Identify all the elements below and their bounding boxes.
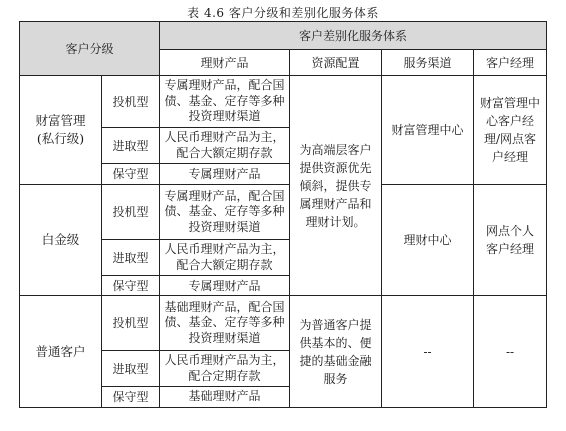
shared-resource-allocation: 为高端层客户提供资源优先倾斜，提供专属理财产品和理财计划。 — [290, 76, 382, 296]
tier-wealth-line2: (私行级) — [36, 131, 85, 146]
manager-platinum: 网点个人客户经理 — [474, 185, 547, 296]
header-channel: 服务渠道 — [382, 50, 474, 76]
row-type: 进取型 — [102, 240, 160, 276]
row-type: 保守型 — [102, 164, 160, 185]
tier-platinum: 白金级 — [20, 185, 102, 296]
channel-platinum: 理财中心 — [382, 185, 474, 296]
row-product: 人民币理财产品为主，配合大额定期存款 — [160, 240, 290, 276]
row-product: 基础理财产品 — [160, 387, 290, 408]
header-tier: 客户分级 — [20, 22, 160, 76]
row-type: 投机型 — [102, 76, 160, 128]
row-product: 人民币理财产品为主，配合大额定期存款 — [160, 128, 290, 164]
row-type: 保守型 — [102, 387, 160, 408]
resource-ordinary: 为普通客户提供基本的、便捷的基础金融服务 — [290, 296, 382, 408]
row-type: 保守型 — [102, 276, 160, 296]
tier-ordinary: 普通客户 — [20, 296, 102, 408]
row-type: 投机型 — [102, 185, 160, 240]
row-product: 专属理财产品，配合国债、基金、定存等多种投资理财渠道 — [160, 76, 290, 128]
manager-wealth: 财富管理中心客户经理/网点客户经理 — [474, 76, 547, 185]
channel-wealth: 财富管理中心 — [382, 76, 474, 185]
client-tier-table — [19, 21, 547, 408]
row-product: 专属理财产品 — [160, 164, 290, 185]
channel-ordinary: -- — [382, 296, 474, 408]
row-product: 人民币理财产品为主，配合定期存款 — [160, 351, 290, 387]
row-type: 进取型 — [102, 128, 160, 164]
header-resource: 资源配置 — [290, 50, 382, 76]
header-service-system: 客户差别化服务体系 — [160, 22, 547, 50]
manager-ordinary: -- — [474, 296, 547, 408]
row-product: 专属理财产品 — [160, 276, 290, 296]
table-caption: 表 4.6 客户分级和差别化服务体系 — [187, 6, 379, 20]
row-type: 进取型 — [102, 351, 160, 387]
row-product: 基础理财产品，配合国债、基金、定存等多种投资理财渠道 — [160, 296, 290, 351]
row-type: 投机型 — [102, 296, 160, 351]
tier-wealth-line1: 财富管理 — [35, 113, 86, 128]
tier-wealth — [20, 76, 102, 185]
header-manager: 客户经理 — [474, 50, 547, 76]
row-product: 专属理财产品，配合国债、基金、定存等多种投资理财渠道 — [160, 185, 290, 240]
header-product: 理财产品 — [160, 50, 290, 76]
